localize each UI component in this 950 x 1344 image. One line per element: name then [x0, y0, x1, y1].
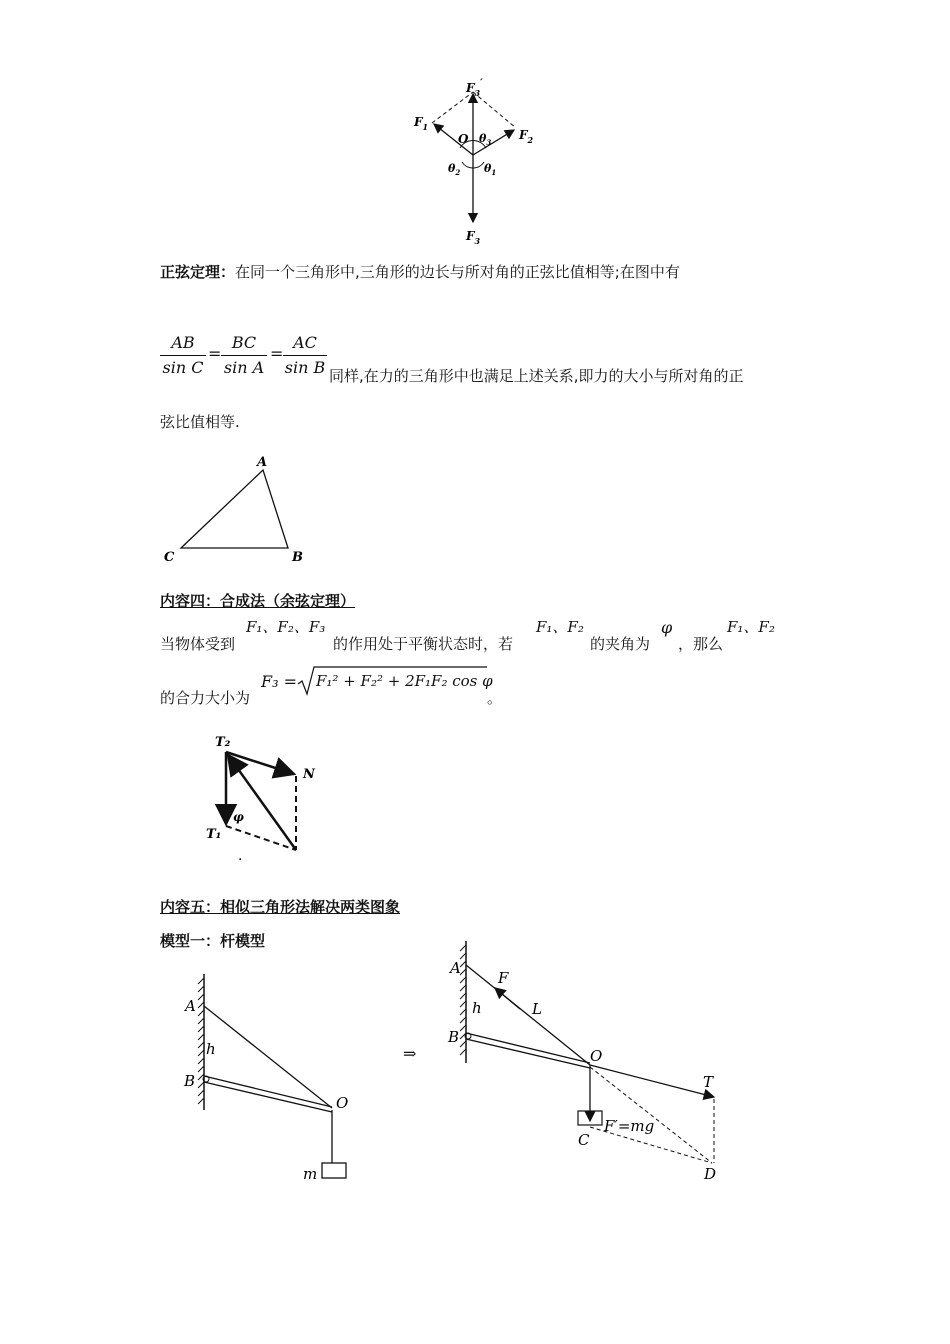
rod-model-figure	[180, 970, 370, 1190]
svg-text:N: N	[303, 767, 315, 782]
equals-sign: =	[270, 344, 284, 363]
svg-text:·: ·	[238, 852, 243, 868]
section-4-text: 的夹角为	[590, 635, 651, 653]
svg-text:θ3: $\theta_3$	[479, 132, 492, 147]
svg-text:h: h	[206, 1040, 216, 1058]
svg-text:h: h	[472, 999, 482, 1017]
svg-text:A: A	[257, 455, 268, 470]
sine-law-continuation: 同样,在力的三角形中也满足上述关系,即力的大小与所对角的正	[329, 367, 744, 385]
sine-law-title: 正弦定理：	[160, 263, 236, 281]
section-4-text: 当物体受到	[160, 635, 236, 653]
svg-text:D: D	[704, 1165, 717, 1183]
dashed-line	[432, 92, 473, 123]
equals-sign: =	[208, 344, 222, 363]
formula-lhs: F₃ =	[261, 672, 298, 691]
svg-text:T: T	[703, 1073, 714, 1091]
svg-text:O: O	[590, 1047, 603, 1065]
rod-force-analysis-figure	[440, 935, 740, 1185]
section-4-title: 内容四：合成法（余弦定理）	[160, 592, 356, 610]
forces-f1-f2: F₁、F₂	[536, 618, 584, 636]
svg-text:T₁: T₁	[206, 827, 222, 842]
svg-text:B: B	[292, 550, 303, 565]
section-4-text: ，那么	[678, 635, 724, 653]
svg-text:φ: φ	[233, 810, 244, 824]
sine-law-text: 在同一个三角形中,三角形的边长与所对角的正弦比值相等;在图中有	[235, 263, 680, 281]
force-diagram-figure	[400, 70, 550, 250]
svg-text:F: F	[498, 969, 509, 987]
forces-f1-f2: F₁、F₂	[727, 618, 775, 636]
svg-text:F1: $F_1$	[414, 115, 429, 132]
svg-text:A: A	[450, 959, 461, 977]
model-1-title: 模型一：杆模型	[160, 932, 266, 950]
implies-arrow: ⇒	[403, 1044, 417, 1063]
svg-text:L: L	[532, 1000, 542, 1018]
triangle-abc-figure	[160, 450, 310, 570]
svg-text:C: C	[578, 1131, 590, 1149]
sine-law-end: 弦比值相等.	[160, 413, 240, 431]
angle-phi: φ	[661, 618, 673, 637]
fraction-bc-sina: BC sin A	[221, 333, 267, 378]
section-4-text: 的作用处于平衡状态时，若	[333, 635, 514, 653]
svg-text:O: O	[336, 1094, 349, 1112]
svg-text:C: C	[164, 550, 175, 565]
svg-text:O: O	[458, 132, 469, 146]
svg-text:θ1: $\theta_1$	[484, 162, 497, 177]
forces-f1-f2-f3: F₁、F₂、F₃	[246, 618, 326, 636]
svg-text:B: B	[448, 1028, 460, 1046]
svg-text:F3′: $F_3'$	[466, 78, 483, 98]
svg-text:F2: $F_2$	[519, 128, 534, 145]
svg-text:A: A	[185, 997, 196, 1015]
svg-text:F′=mg: F′=mg	[604, 1117, 655, 1135]
svg-text:m: m	[303, 1165, 318, 1183]
section-4-text: 的合力大小为	[160, 689, 251, 707]
section-5-title: 内容五：相似三角形法解决两类图象	[160, 898, 401, 916]
svg-text:B: B	[184, 1072, 196, 1090]
sine-law-paragraph	[160, 262, 680, 282]
svg-text:F3: $F_3$	[466, 229, 481, 246]
fraction-ab-sinc: AB sin C	[160, 333, 206, 378]
svg-text:T₂: T₂	[215, 735, 231, 750]
t1-t2-n-figure	[200, 728, 340, 868]
svg-text:θ2: $\theta_2$	[448, 162, 461, 177]
fraction-ac-sinb: AC sin B	[284, 333, 326, 377]
section-4-text: 。	[487, 689, 503, 707]
formula-radicand: F₁² + F₂² + 2F₁F₂ cos φ	[316, 672, 493, 690]
